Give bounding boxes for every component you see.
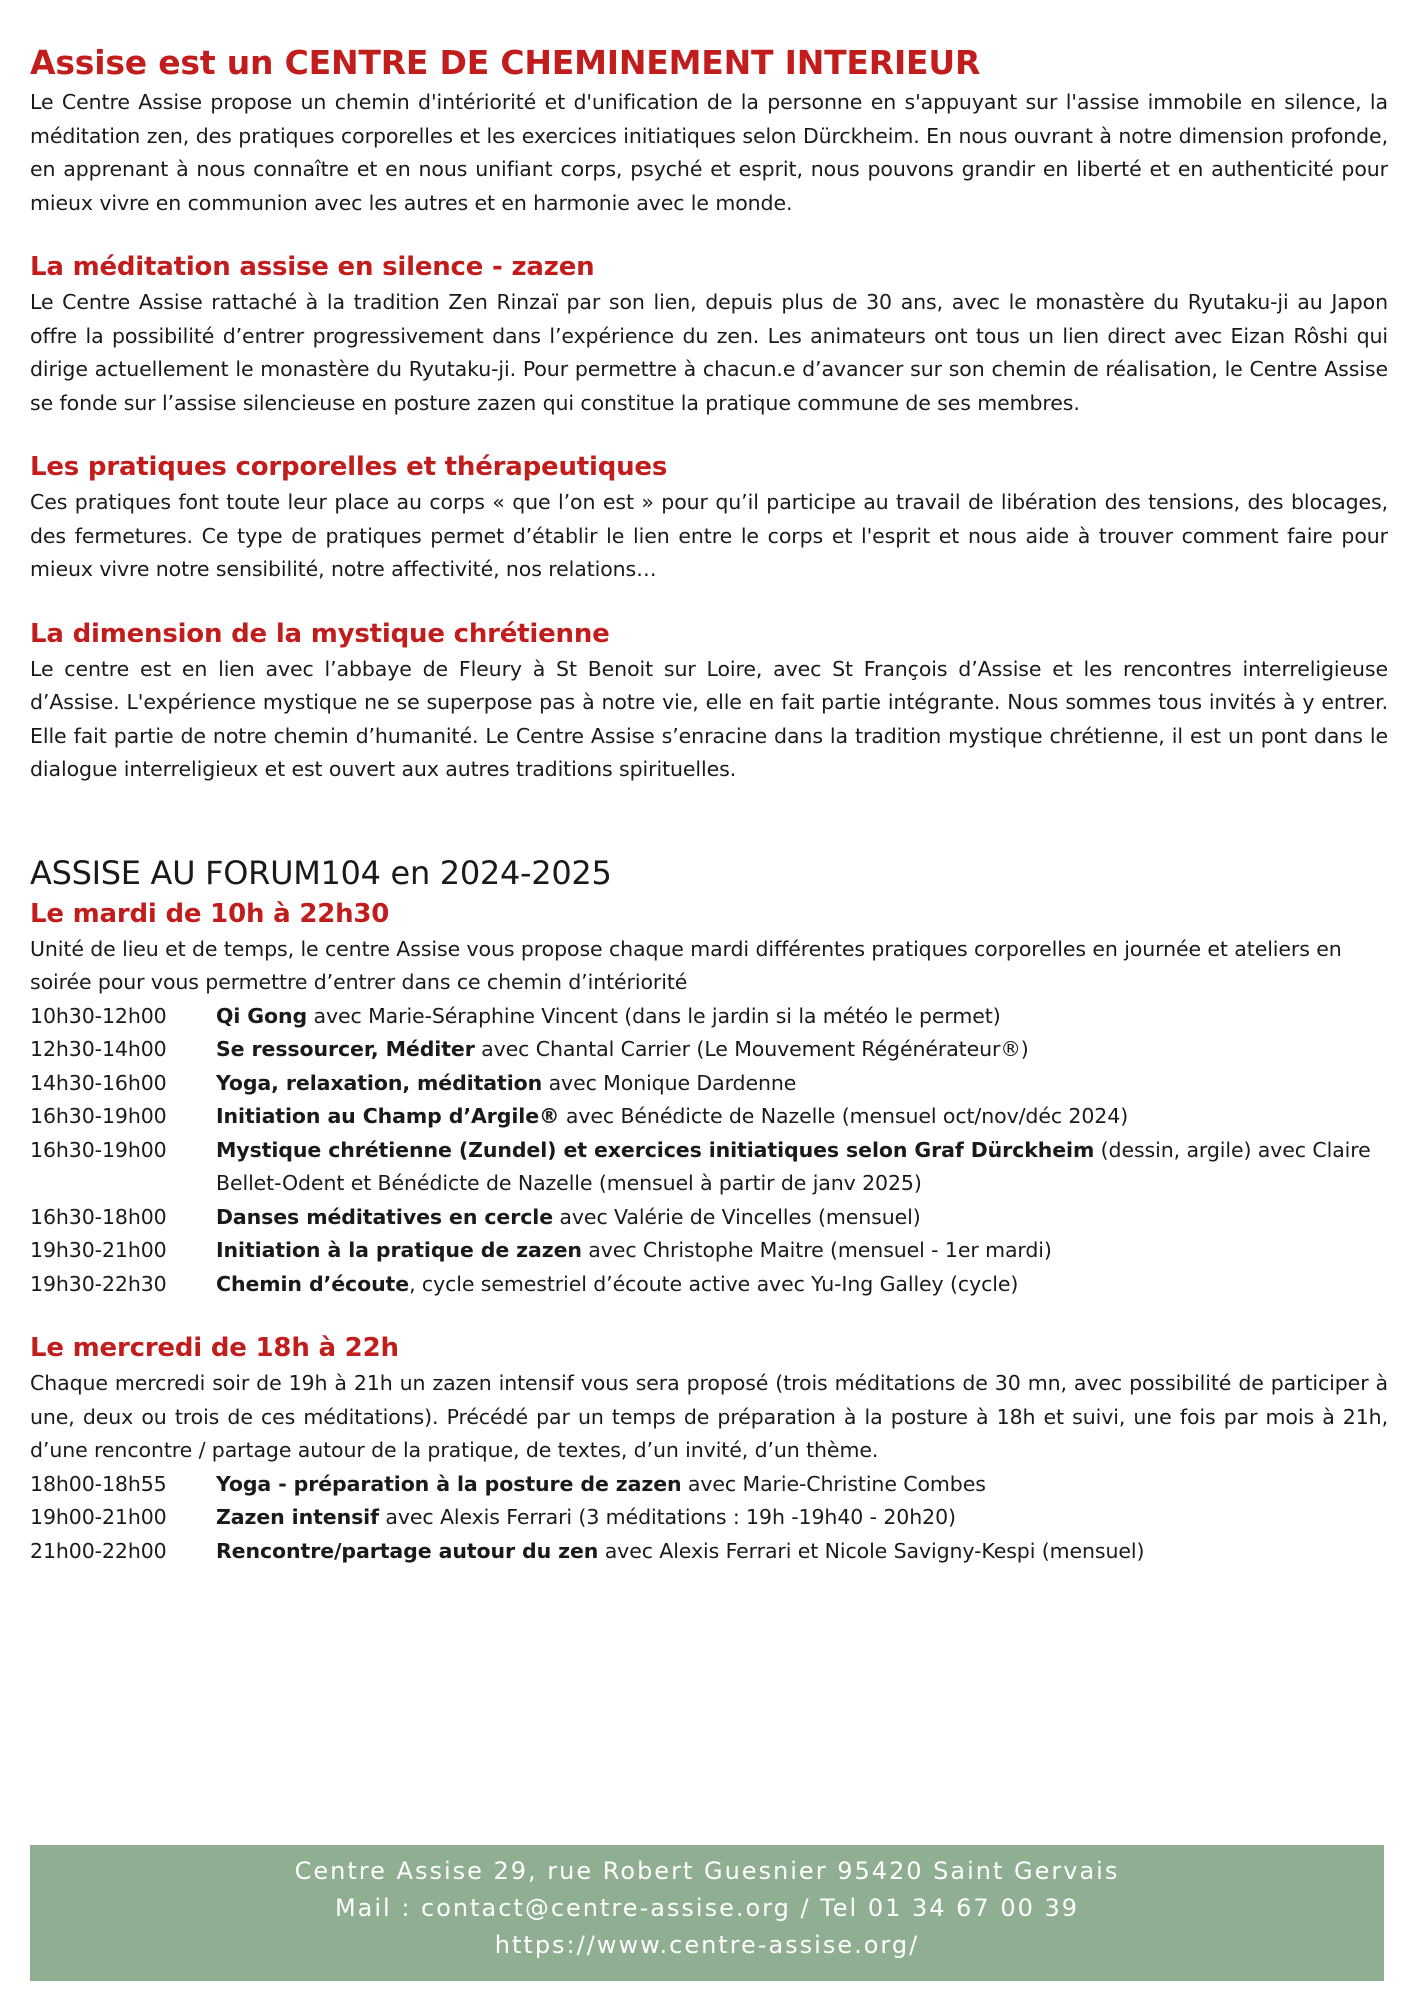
activity-name: Rencontre/partage autour du zen: [216, 1538, 599, 1563]
schedule-time: 16h30-19h00: [30, 1137, 167, 1162]
schedule-time: 16h30-18h00: [30, 1204, 167, 1229]
wednesday-schedule: [30, 1468, 1388, 1569]
schedule-time: 18h00-18h55: [30, 1471, 167, 1496]
schedule-row: [30, 1100, 1388, 1134]
activity-name: Initiation à la pratique de zazen: [216, 1238, 582, 1262]
schedule-row: [30, 1234, 1388, 1268]
schedule-row: [30, 1468, 1388, 1502]
schedule-row: [30, 1134, 1388, 1201]
schedule-description: [216, 1535, 1388, 1569]
wednesday-intro: Chaque mercredi soir de 19h à 21h un zazen intensif vous sera proposé (trois méditations de 30 mn, avec possibilité de participer à une, deux ou trois de ces méditations). Précédé par un temps de préparation à la posture à 18h et suivi, une fois par mois à 21h, d’une rencontre / partage autour de la pratique, de textes, d’un invité, d’un thème.: [30, 1371, 1388, 1462]
schedule-row: [30, 1033, 1388, 1067]
activity-name: Mystique chrétienne (Zundel) et exercices initiatiques selon Graf Dürckheim: [216, 1137, 1095, 1162]
footer-contact[interactable]: Mail : contact@centre-assise.org / Tel 01 34 67 00 39: [334, 1894, 1080, 1922]
schedule-description: [216, 1100, 1388, 1134]
activity-details: avec Monique Dardenne: [542, 1070, 797, 1095]
schedule-time: 14h30-16h00: [30, 1070, 167, 1095]
activity-name: Danses méditatives en cercle: [216, 1204, 554, 1229]
activity-details: avec Marie-Séraphine Vincent (dans le jardin si la météo le permet): [307, 1003, 1001, 1028]
schedule-row: [30, 1501, 1388, 1535]
schedule-time: 21h00-22h00: [30, 1538, 167, 1563]
schedule-time: 12h30-14h00: [30, 1037, 167, 1061]
section-text-mystique: Le centre est en lien avec l’abbaye de Fleury à St Benoit sur Loire, avec St François d’Assise et les rencontres interreligieuse d’Assise. L'expérience mystique ne se superpose pas à notre vie, elle en fait partie intégrante. Nous sommes tous invités à y entrer. Elle fait partie de notre chemin d’humanité. Le Centre Assise s’enracine dans la tradition mystique chrétienne, il est un pont dans le dialogue interreligieux et est ouvert aux autres traditions spirituelles.: [30, 656, 1388, 781]
activity-name: Yoga - préparation à la posture de zazen: [216, 1471, 682, 1496]
schedule-description: [216, 1000, 1388, 1034]
activity-details: avec Chantal Carrier (Le Mouvement Régénérateur®): [474, 1037, 1029, 1061]
activity-details: avec Valérie de Vincelles (mensuel): [553, 1204, 921, 1229]
schedule-time: 16h30-19h00: [30, 1104, 167, 1128]
activity-name: Chemin d’écoute: [216, 1271, 410, 1296]
tuesday-schedule: [30, 1000, 1388, 1302]
schedule-row: [30, 1000, 1388, 1034]
section-text-zazen: Le Centre Assise rattaché à la tradition Zen Rinzaï par son lien, depuis plus de 30 ans, avec le monastère du Ryutaku-ji au Japon offre la possibilité d’entrer progressivement dans l’expérience du zen. Les animateurs ont tous un lien direct avec Eizan Rôshi qui dirige actuellement le monastère du Ryutaku-ji. Pour permettre à chacun.e d’avancer sur son chemin de réalisation, le Centre Assise se fonde sur l’assise silencieuse en posture zazen qui constitue la pratique commune de ses membres.: [30, 290, 1388, 415]
schedule-description: [216, 1067, 1388, 1101]
section-title-mystique: La dimension de la mystique chrétienne: [30, 618, 610, 649]
activity-details: avec Alexis Ferrari et Nicole Savigny-Kespi (mensuel): [598, 1538, 1145, 1563]
activity-name: Zazen intensif: [216, 1505, 379, 1529]
activity-name: Initiation au Champ d’Argile®: [216, 1104, 560, 1128]
activity-name: Yoga, relaxation, méditation: [216, 1070, 543, 1095]
tuesday-title: Le mardi de 10h à 22h30: [30, 898, 390, 929]
activity-details: avec Bénédicte de Nazelle (mensuel oct/nov/déc 2024): [559, 1104, 1129, 1128]
schedule-description: [216, 1268, 1388, 1302]
schedule-time: 10h30-12h00: [30, 1003, 167, 1028]
forum-title: ASSISE AU FORUM104 en 2024-2025: [30, 853, 612, 892]
schedule-description: [216, 1234, 1388, 1268]
schedule-description: [216, 1201, 1388, 1235]
schedule-description: [216, 1501, 1388, 1535]
intro-paragraph: Le Centre Assise propose un chemin d'intériorité et d'unification de la personne en s'appuyant sur l'assise immobile en silence, la méditation zen, des pratiques corporelles et les exercices initiatiques selon Dürckheim. En nous ouvrant à notre dimension profonde, en apprenant à nous connaître et en nous unifiant corps, psyché et esprit, nous pouvons grandir en liberté et en authenticité pour mieux vivre en communion avec les autres et en harmonie avec le monde.: [30, 90, 1388, 215]
main-title: Assise est un CENTRE DE CHEMINEMENT INTERIEUR: [30, 43, 981, 82]
activity-details: (dessin, argile) avec Claire Bellet-Odent et Bénédicte de Nazelle (mensuel à partir de janv 2025): [216, 1137, 1371, 1195]
footer-address: Centre Assise 29, rue Robert Guesnier 95420 Saint Gervais: [294, 1857, 1120, 1885]
tuesday-intro: Unité de lieu et de temps, le centre Assise vous propose chaque mardi différentes pratiques corporelles en journée et ateliers en soirée pour vous permettre d’entrer dans ce chemin d’intériorité: [30, 936, 1342, 994]
schedule-row: [30, 1268, 1388, 1302]
schedule-row: [30, 1201, 1388, 1235]
activity-details: avec Christophe Maitre (mensuel - 1er mardi): [581, 1238, 1052, 1262]
schedule-time: 19h00-21h00: [30, 1505, 167, 1529]
footer-website-link[interactable]: https://www.centre-assise.org/: [494, 1931, 920, 1959]
activity-name: Se ressourcer, Méditer: [216, 1037, 475, 1061]
document-content: [30, 40, 1388, 1568]
schedule-description: [216, 1134, 1388, 1201]
schedule-row: [30, 1535, 1388, 1569]
schedule-time: 19h30-22h30: [30, 1271, 167, 1296]
activity-name: Qi Gong: [216, 1003, 308, 1028]
footer-contact-box: [30, 1845, 1384, 1981]
schedule-time: 19h30-21h00: [30, 1238, 167, 1262]
section-title-zazen: La méditation assise en silence - zazen: [30, 252, 595, 282]
activity-details: avec Alexis Ferrari (3 méditations : 19h -19h40 - 20h20): [378, 1505, 956, 1529]
schedule-row: [30, 1067, 1388, 1101]
section-title-pratiques: Les pratiques corporelles et thérapeutiques: [30, 452, 668, 482]
section-text-pratiques: Ces pratiques font toute leur place au corps « que l’on est » pour qu’il participe au travail de libération des tensions, des blocages, des fermetures. Ce type de pratiques permet d’établir le lien entre le corps et l'esprit et nous aide à trouver comment faire pour mieux vivre notre sensibilité, notre affectivité, nos relations…: [30, 490, 1388, 581]
wednesday-title: Le mercredi de 18h à 22h: [30, 1333, 399, 1363]
activity-details: avec Marie-Christine Combes: [681, 1471, 986, 1496]
schedule-description: [216, 1468, 1388, 1502]
schedule-description: [216, 1033, 1388, 1067]
activity-details: , cycle semestriel d’écoute active avec Yu-Ing Galley (cycle): [409, 1271, 1019, 1296]
